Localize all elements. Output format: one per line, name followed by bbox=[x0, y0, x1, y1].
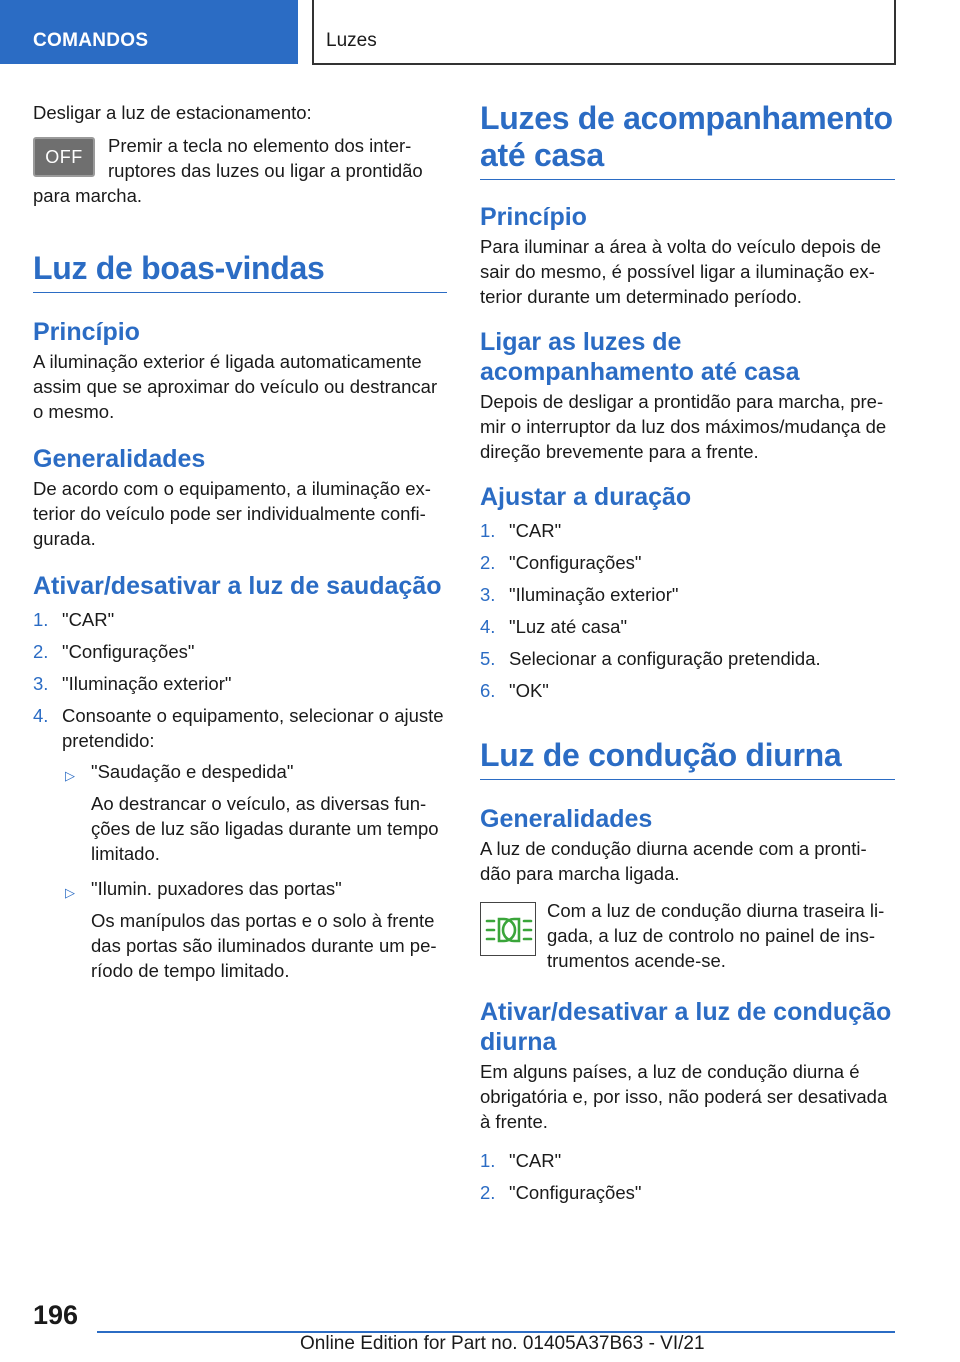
list-item bbox=[33, 671, 447, 696]
option-item bbox=[62, 876, 447, 983]
drl-activate-title: Ativar/desativar a luz de condução diurna bbox=[480, 998, 892, 1056]
triangle-bullet-icon: ▷ bbox=[65, 885, 75, 900]
drl-icon-text: Com a luz de condução diurna traseira li- gada, a luz de controlo no painel de ins- trumentos acende-se. bbox=[547, 900, 885, 971]
list-item bbox=[33, 639, 447, 664]
drl-general-title: Generalidades bbox=[480, 805, 653, 833]
triangle-bullet-icon: ▷ bbox=[65, 768, 75, 783]
list-item bbox=[480, 582, 895, 607]
home-switch-title: Ligar as luzes de acompanhamento até casa bbox=[480, 328, 800, 386]
chapter-tab bbox=[312, 0, 896, 65]
step-number: 4. bbox=[33, 705, 49, 726]
home-steps bbox=[480, 518, 895, 703]
step-number: 6. bbox=[480, 680, 496, 701]
section-label: COMANDOS bbox=[33, 30, 149, 51]
step-number: 3. bbox=[480, 584, 496, 605]
section-tab bbox=[0, 0, 298, 64]
parking-light-intro: Desligar a luz de estacionamento: bbox=[33, 102, 312, 123]
off-text-line: Premir a tecla no elemento dos inter- bbox=[108, 135, 412, 156]
list-item bbox=[480, 518, 895, 543]
list-item bbox=[480, 1180, 895, 1205]
list-item bbox=[33, 703, 447, 983]
drl-steps bbox=[480, 1148, 895, 1205]
welcome-activate-title: Ativar/desativar a luz de saudação bbox=[33, 572, 442, 600]
step-number: 1. bbox=[480, 520, 496, 541]
page-number: 196 bbox=[33, 1300, 79, 1330]
off-text-line: ruptores das luzes ou ligar a prontidão bbox=[108, 160, 423, 181]
step-text: Consoante o equipamento, selecionar o ajuste pretendido: bbox=[62, 705, 444, 751]
option-label: "Ilumin. puxadores das portas" bbox=[91, 878, 342, 899]
step-number: 3. bbox=[33, 673, 49, 694]
step-text: "CAR" bbox=[509, 1150, 562, 1171]
list-item bbox=[480, 550, 895, 575]
list-item bbox=[480, 1148, 895, 1173]
step-text: "Configurações" bbox=[62, 641, 195, 662]
step-text: "Iluminação exterior" bbox=[509, 584, 679, 605]
option-description: Ao destrancar o veículo, as diversas fun- ções de luz são ligadas durante um tempo limitado. bbox=[91, 793, 439, 864]
step-text: "OK" bbox=[509, 680, 549, 701]
home-duration-title: Ajustar a duração bbox=[480, 483, 692, 511]
welcome-light-title: Luz de boas-vindas bbox=[33, 250, 447, 293]
step-text: Selecionar a configuração pretendida. bbox=[509, 648, 821, 669]
step-text: "Configurações" bbox=[509, 1182, 642, 1203]
list-item bbox=[480, 646, 895, 671]
step-text: "CAR" bbox=[62, 609, 115, 630]
step-number: 2. bbox=[480, 1182, 496, 1203]
step-text: "CAR" bbox=[509, 520, 562, 541]
step-text: "Luz até casa" bbox=[509, 616, 628, 637]
home-light-title: Luzes de acompanhamento até casa bbox=[480, 100, 895, 180]
off-button-icon bbox=[33, 137, 95, 177]
step-number: 4. bbox=[480, 616, 496, 637]
welcome-principle-text: A iluminação exterior é ligada automaticamente assim que se aproximar do veículo ou destrancar o mesmo. bbox=[33, 351, 438, 422]
welcome-steps bbox=[33, 607, 447, 983]
step-text: "Iluminação exterior" bbox=[62, 673, 232, 694]
list-item bbox=[33, 607, 447, 632]
left-column bbox=[33, 100, 447, 993]
drl-activate-text: Em alguns países, a luz de condução diurna é obrigatória e, por isso, não poderá ser desativada à frente. bbox=[480, 1061, 888, 1132]
option-list bbox=[62, 759, 447, 983]
drl-icon-block bbox=[480, 898, 895, 973]
option-label: "Saudação e despedida" bbox=[91, 761, 294, 782]
step-number: 5. bbox=[480, 648, 496, 669]
home-principle-text: Para iluminar a área à volta do veículo depois de sair do mesmo, é possível ligar a iluminação ex- terior durante um determinado período. bbox=[480, 236, 882, 307]
off-text-line: para marcha. bbox=[33, 185, 142, 206]
drl-title: Luz de condução diurna bbox=[480, 737, 895, 780]
option-description: Os manípulos das portas e o solo à frente das portas são iluminados durante um pe- ríodo de tempo limitado. bbox=[91, 910, 437, 981]
step-number: 2. bbox=[33, 641, 49, 662]
home-switch-text: Depois de desligar a prontidão para marcha, pre- mir o interruptor da luz dos máximos/mudança de direção brevemente para a frente. bbox=[480, 391, 887, 462]
step-number: 1. bbox=[33, 609, 49, 630]
drl-general-text: A luz de condução diurna acende com a pronti- dão para marcha ligada. bbox=[480, 838, 867, 884]
off-button-block bbox=[33, 133, 447, 208]
step-text: "Configurações" bbox=[509, 552, 642, 573]
option-item bbox=[62, 759, 447, 866]
right-column bbox=[480, 100, 895, 1212]
home-principle-title: Princípio bbox=[480, 203, 587, 231]
welcome-general-text: De acordo com o equipamento, a iluminação ex- terior do veículo pode ser individualmente confi- gurada. bbox=[33, 478, 431, 549]
chapter-label: Luzes bbox=[326, 30, 377, 51]
daytime-running-light-icon bbox=[480, 902, 536, 956]
welcome-general-title: Generalidades bbox=[33, 445, 206, 473]
step-number: 2. bbox=[480, 552, 496, 573]
step-number: 1. bbox=[480, 1150, 496, 1171]
list-item bbox=[480, 678, 895, 703]
edition-footer: Online Edition for Part no. 01405A37B63 - VI/21 bbox=[300, 1333, 705, 1354]
welcome-principle-title: Princípio bbox=[33, 318, 140, 346]
list-item bbox=[480, 614, 895, 639]
off-button-label: OFF bbox=[45, 147, 83, 167]
